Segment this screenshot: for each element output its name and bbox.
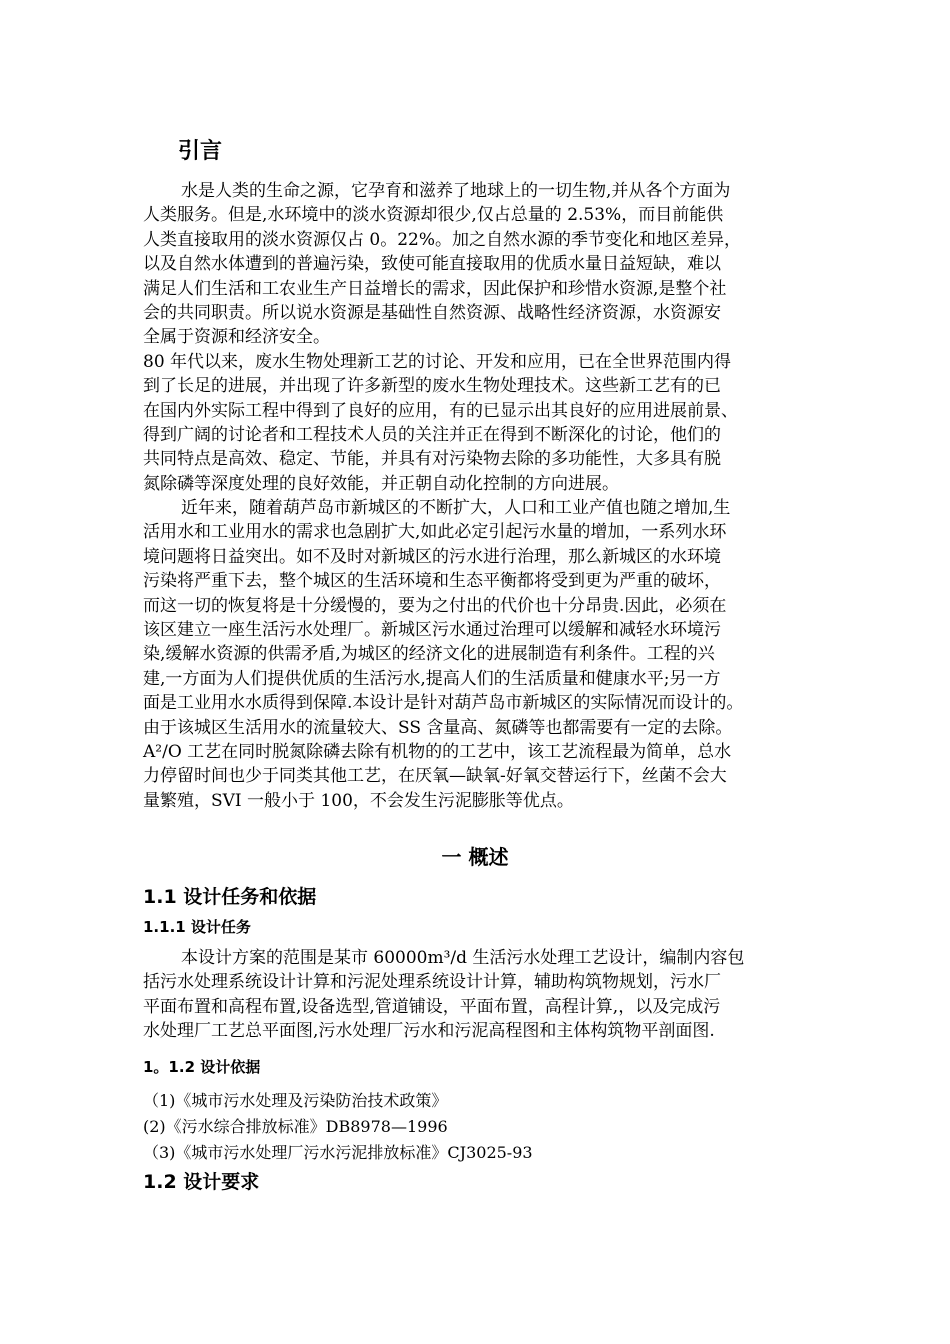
chapter-title: 一 概述 — [441, 845, 509, 869]
paragraph-line: 平面布置和高程布置,设备选型,管道铺设，平面布置，高程计算,，以及完成污 — [143, 996, 721, 1017]
paragraph-line: A²/O 工艺在同时脱氮除磷去除有机物的的工艺中，该工艺流程最为简单，总水 — [143, 741, 732, 762]
paragraph-line: 会的共同职责。所以说水资源是基础性自然资源、战略性经济资源，水资源安 — [143, 302, 721, 323]
paragraph-line: 括污水处理系统设计计算和污泥处理系统设计计算，辅助构筑物规划，污水厂 — [143, 972, 721, 993]
subsection-title-1-1-1: 1.1.1 设计任务 — [143, 918, 251, 936]
paragraph-line: 量繁殖，SVI 一般小于 100，不会发生污泥膨胀等优点。 — [143, 790, 574, 811]
paragraph-line: 人类服务。但是,水环境中的淡水资源却很少,仅占总量的 2.53%，而目前能供 — [143, 205, 724, 226]
paragraph-line: 面是工业用水水质得到保障.本设计是针对葫芦岛市新城区的实际情况而设计的。 — [143, 693, 744, 714]
paragraph-line: 水处理厂工艺总平面图,污水处理厂污水和污泥高程图和主体构筑物平剖面图. — [143, 1021, 715, 1042]
reference-list — [143, 1088, 823, 1166]
subsection-title-1-1-2: 1。1.2 设计依据 — [143, 1058, 261, 1076]
paragraph-line: 80 年代以来，废水生物处理新工艺的讨论、开发和应用，已在全世界范围内得 — [143, 351, 732, 372]
paragraph-line: 氮除磷等深度处理的良好效能，并正朝自动化控制的方向进展。 — [143, 473, 619, 494]
reference-item: （1)《城市污水处理及污染防治技术政策》 — [143, 1091, 448, 1110]
design-task-body — [143, 946, 823, 1044]
section-title-1-1: 1.1 设计任务和依据 — [143, 886, 317, 908]
paragraph-line: 到了长足的进展，并出现了许多新型的废水生物处理技术。这些新工艺有的已 — [143, 376, 721, 397]
paragraph-line: 全属于资源和经济安全。 — [143, 327, 330, 348]
intro-heading: 引言 — [178, 139, 223, 164]
paragraph-line: 该区建立一座生活污水处理厂。新城区污水通过治理可以缓解和减轻水环境污 — [143, 620, 721, 641]
paragraph-line: 建,一方面为人们提供优质的生活污水,提高人们的生活质量和健康水平;另一方 — [143, 668, 721, 689]
paragraph-line: 近年来，随着葫芦岛市新城区的不断扩大，人口和工业产值也随之增加,生 — [181, 498, 731, 519]
paragraph-line: 活用水和工业用水的需求也急剧扩大,如此必定引起污水量的增加，一系列水环 — [143, 522, 727, 543]
paragraph-line: 境问题将日益突出。如不及时对新城区的污水进行治理，那么新城区的水环境 — [143, 546, 721, 567]
reference-item: （3)《城市污水处理厂污水污泥排放标准》CJ3025-93 — [143, 1143, 533, 1162]
paragraph-line: 本设计方案的范围是某市 60000m³/d 生活污水处理工艺设计，编制内容包 — [181, 948, 745, 968]
paragraph-line: 水是人类的生命之源，它孕育和滋养了地球上的一切生物,并从各个方面为 — [181, 181, 731, 201]
paragraph-line: 人类直接取用的淡水资源仅占 0。22%。加之自然水源的季节变化和地区差异， — [143, 229, 742, 250]
paragraph-line: 以及自然水体遭到的普遍污染，致使可能直接取用的优质水量日益短缺，难以 — [143, 254, 721, 275]
reference-item: (2)《污水综合排放标准》DB8978—1996 — [143, 1117, 448, 1136]
paragraph-line: 污染将严重下去，整个城区的生活环境和生态平衡都将受到更为严重的破坏， — [143, 571, 721, 592]
paragraph-line: 得到广阔的讨论者和工程技术人员的关注并正在得到不断深化的讨论，他们的 — [143, 424, 721, 445]
paragraph-line: 力停留时间也少于同类其他工艺，在厌氧—缺氧-好氧交替运行下，丝菌不会大 — [143, 766, 727, 787]
paragraph-line: 染,缓解水资源的供需矛盾,为城区的经济文化的进展制造有利条件。工程的兴 — [143, 644, 715, 665]
paragraph-line: 在国内外实际工程中得到了良好的应用，有的已显示出其良好的应用进展前景、 — [143, 400, 738, 421]
paragraph-line: 共同特点是高效、稳定、节能，并具有对污染物去除的多功能性，大多具有脱 — [143, 449, 721, 470]
section-title-1-2: 1.2 设计要求 — [143, 1171, 260, 1193]
intro-body — [143, 179, 823, 813]
paragraph-line: 由于该城区生活用水的流量较大、SS 含量高、氮磷等也都需要有一定的去除。 — [143, 717, 733, 738]
paragraph-line: 而这一切的恢复将是十分缓慢的，要为之付出的代价也十分昂贵.因此，必须在 — [143, 595, 727, 616]
paragraph-line: 满足人们生活和工农业生产日益增长的需求，因此保护和珍惜水资源,是整个社 — [143, 278, 727, 299]
